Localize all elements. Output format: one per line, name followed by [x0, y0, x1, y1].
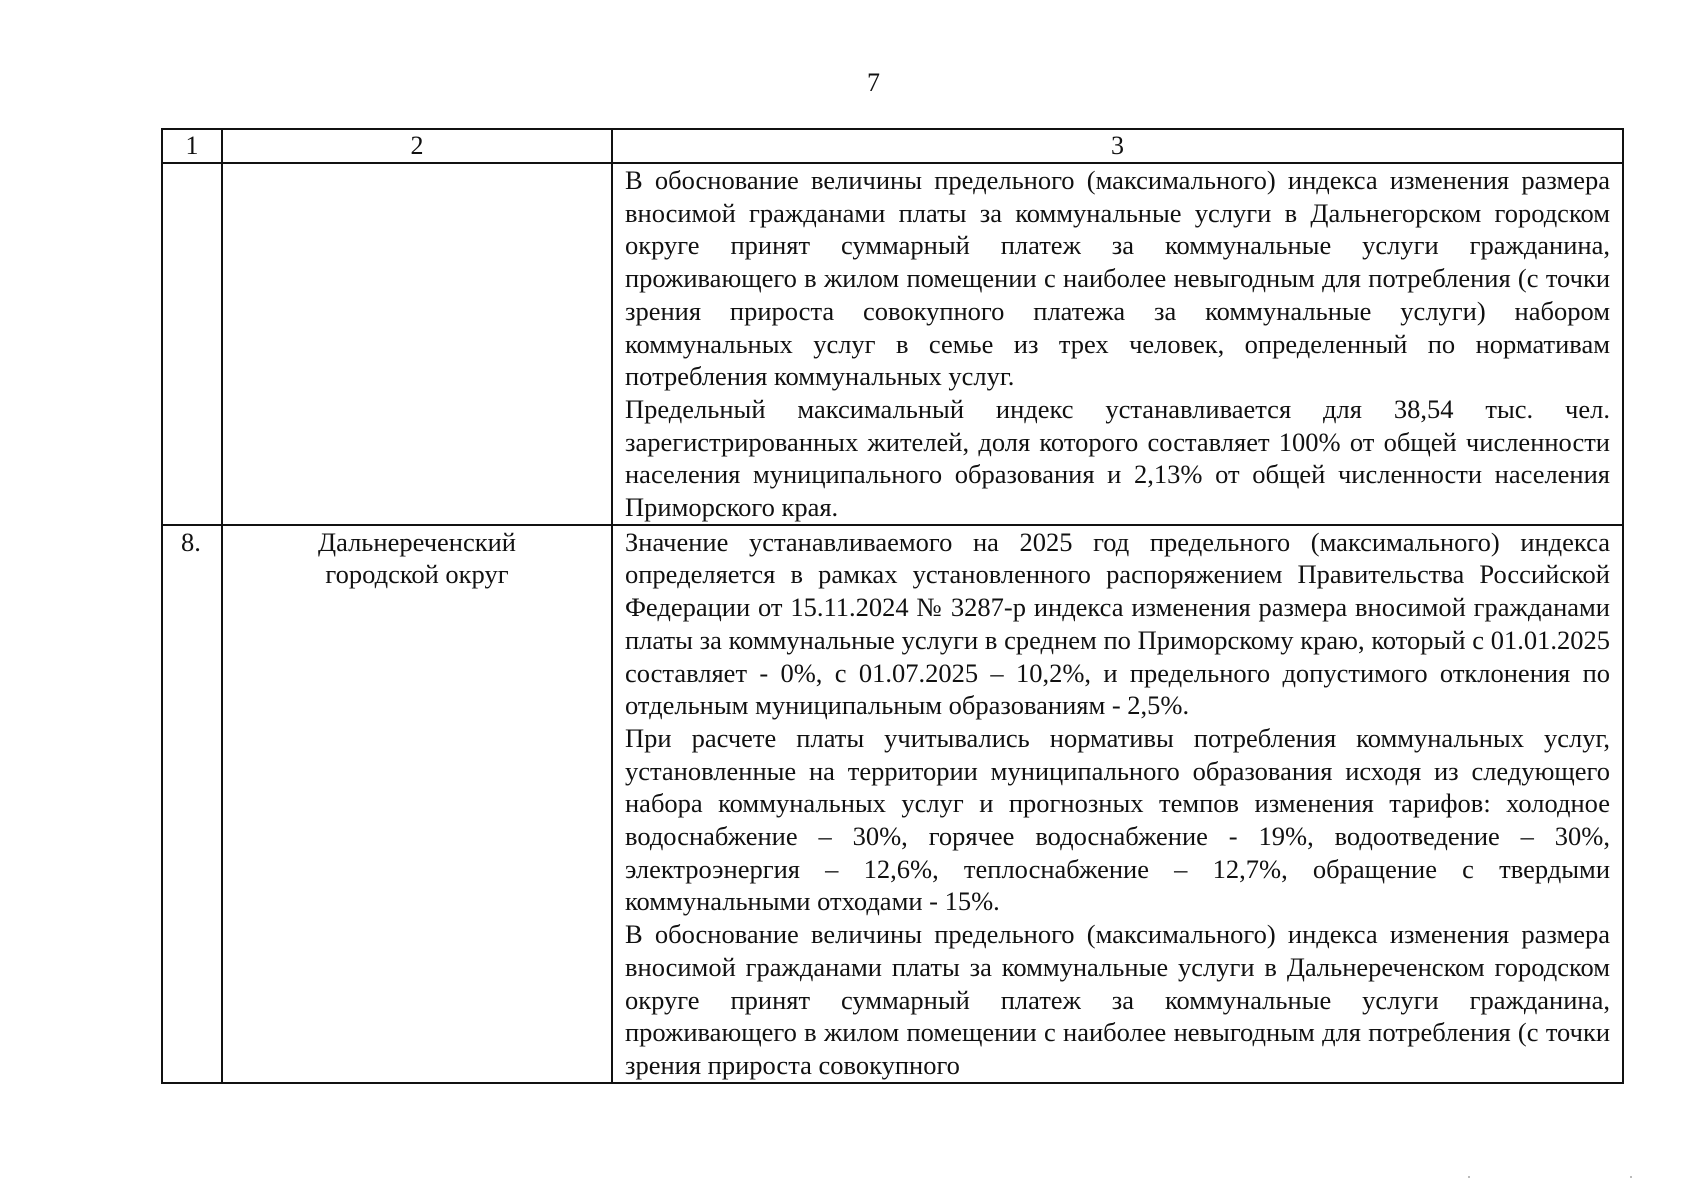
row-number-cell: 8.	[162, 525, 222, 1083]
paragraph: В обоснование величины предельного (максимального) индекса изменения размера вносимой гражданами платы за коммунальные услуги в Дальнереченском городском округе принят суммарный платеж за коммунальные услуги гражданина, проживающего в жилом помещении с наиболее невыгодным для потребления (с точки зрения прироста совокупного	[625, 919, 1610, 1080]
justification-cell	[612, 525, 1623, 1083]
page-number: 7	[867, 68, 880, 97]
table-row	[162, 525, 1623, 1083]
paragraph: Предельный максимальный индекс устанавливается для 38,54 тыс. чел. зарегистрированных жителей, доля которого составляет 100% от общей численности населения муниципального образования и 2,13% от общей численности населения Приморского края.	[625, 393, 1610, 523]
paragraph: При расчете платы учитывались нормативы потребления коммунальных услуг, установленные на территории муниципального образования исходя из следующего набора коммунальных услуг и прогнозных темпов изменения тарифов: холодное водоснабжение – 30%, горячее водоснабжение - 19%, водоотведение – 30%, электроэнергия – 12,6%, теплоснабжение – 12,7%, обращение с твердыми коммунальными отходами - 15%.	[625, 722, 1610, 917]
municipality-name-line: городской округ	[325, 559, 509, 590]
municipality-name-cell	[222, 163, 612, 525]
column-header-2: 2	[222, 129, 612, 163]
scan-artifact-dot	[1468, 1176, 1470, 1178]
justification-cell	[612, 163, 1623, 525]
row-number-cell	[162, 163, 222, 525]
document-table	[161, 128, 1624, 1084]
paragraph: В обоснование величины предельного (максимального) индекса изменения размера вносимой гражданами платы за коммунальные услуги в Дальнегорском городском округе принят суммарный платеж за коммунальные услуги гражданина, проживающего в жилом помещении с наиболее невыгодным для потребления (с точки зрения прироста совокупного платежа за коммунальные услуги) набором коммунальных услуг в семье из трех человек, определенный по нормативам потребления коммунальных услуг.	[625, 165, 1610, 392]
column-header-3: 3	[612, 129, 1623, 163]
scan-artifact-dot	[1630, 1176, 1632, 1178]
paragraph: Значение устанавливаемого на 2025 год предельного (максимального) индекса определяется в рамках установленного распоряжением Правительства Российской Федерации от 15.11.2024 № 3287-р индекса изменения размера вносимой гражданами платы за коммунальные услуги в среднем по Приморскому краю, который с 01.01.2025 составляет - 0%, с 01.07.2025 – 10,2%, и предельного допустимого отклонения по отдельным муниципальным образованиям - 2,5%.	[625, 526, 1610, 721]
column-header-1: 1	[162, 129, 222, 163]
municipality-name-line: Дальнереченский	[318, 526, 516, 557]
table-row	[162, 163, 1623, 525]
municipality-name-cell	[222, 525, 612, 1083]
table-header-row	[162, 129, 1623, 163]
